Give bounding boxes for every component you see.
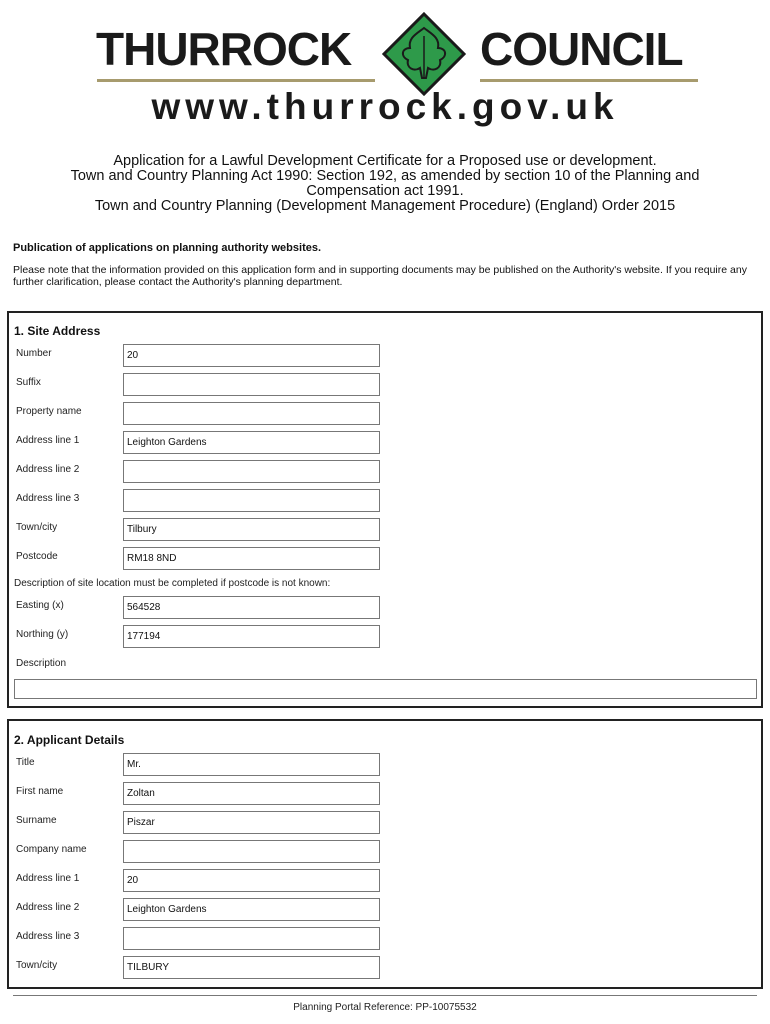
- description-label: Description: [16, 658, 67, 669]
- title-field[interactable]: Mr.: [123, 753, 380, 776]
- field-label: Property name: [16, 406, 82, 417]
- field-label: Town/city: [16, 960, 58, 971]
- field-label: Address line 3: [16, 493, 80, 504]
- portal-reference: Planning Portal Reference: PP-10075532: [293, 1002, 477, 1013]
- header-rule-left: [97, 79, 375, 82]
- first-name-field[interactable]: Zoltan: [123, 782, 380, 805]
- field-label: Suffix: [16, 377, 41, 388]
- heading-line-3: Compensation act 1991.: [306, 183, 464, 199]
- northing-field[interactable]: 177194: [123, 625, 380, 648]
- brand-council: COUNCIL: [480, 23, 683, 75]
- number-field[interactable]: 20: [123, 344, 380, 367]
- field-label: Surname: [16, 815, 57, 826]
- field-label: Postcode: [16, 551, 58, 562]
- property-name-field[interactable]: [123, 402, 380, 425]
- easting-label: Easting (x): [16, 600, 64, 611]
- description-field[interactable]: [14, 679, 757, 699]
- applicant-address-line-2-field[interactable]: Leighton Gardens: [123, 898, 380, 921]
- brand-thurrock: THURROCK: [96, 23, 352, 75]
- town-city-field[interactable]: Tilbury: [123, 518, 380, 541]
- applicant-address-line-1-field[interactable]: 20: [123, 869, 380, 892]
- header-rule-right: [480, 79, 698, 82]
- field-label: Address line 2: [16, 902, 80, 913]
- applicant-town-city-field[interactable]: TILBURY: [123, 956, 380, 979]
- field-label: Number: [16, 348, 52, 359]
- heading-line-1: Application for a Lawful Development Certificate for a Proposed use or development.: [113, 153, 657, 169]
- postcode-field[interactable]: RM18 8ND: [123, 547, 380, 570]
- publication-title: Publication of applications on planning authority websites.: [13, 242, 322, 254]
- field-label: Town/city: [16, 522, 58, 533]
- field-label: Address line 1: [16, 435, 80, 446]
- site-address-section: [7, 311, 763, 708]
- field-label: Title: [16, 757, 35, 768]
- field-label: Address line 3: [16, 931, 80, 942]
- oak-leaf-diamond-icon: [382, 12, 466, 96]
- applicant-section: [7, 719, 763, 989]
- heading-line-2: Town and Country Planning Act 1990: Section 192, as amended by section 10 of the Planning and: [70, 168, 700, 184]
- publication-note: Please note that the information provided on this application form and in supporting documents may be published on the Authority's website. If you require any further clarification, please contact the Authority's planning department.: [13, 264, 747, 288]
- field-label: Company name: [16, 844, 87, 855]
- footer-divider: [13, 995, 757, 996]
- location-note: Description of site location must be completed if postcode is not known:: [14, 578, 331, 589]
- address-line-1-field[interactable]: Leighton Gardens: [123, 431, 380, 454]
- address-line-3-field[interactable]: [123, 489, 380, 512]
- suffix-field[interactable]: [123, 373, 380, 396]
- form-heading: [20, 154, 750, 214]
- northing-label: Northing (y): [16, 629, 69, 640]
- applicant-address-line-3-field[interactable]: [123, 927, 380, 950]
- field-label: Address line 2: [16, 464, 80, 475]
- website-url: www.thurrock.gov.uk: [151, 86, 619, 127]
- field-label: First name: [16, 786, 64, 797]
- surname-field[interactable]: Piszar: [123, 811, 380, 834]
- company-name-field[interactable]: [123, 840, 380, 863]
- field-label: Address line 1: [16, 873, 80, 884]
- heading-line-4: Town and Country Planning (Development Management Procedure) (England) Order 2015: [94, 198, 676, 214]
- applicant-title: 2. Applicant Details: [14, 733, 125, 747]
- site-address-title: 1. Site Address: [14, 324, 101, 338]
- address-line-2-field[interactable]: [123, 460, 380, 483]
- easting-field[interactable]: 564528: [123, 596, 380, 619]
